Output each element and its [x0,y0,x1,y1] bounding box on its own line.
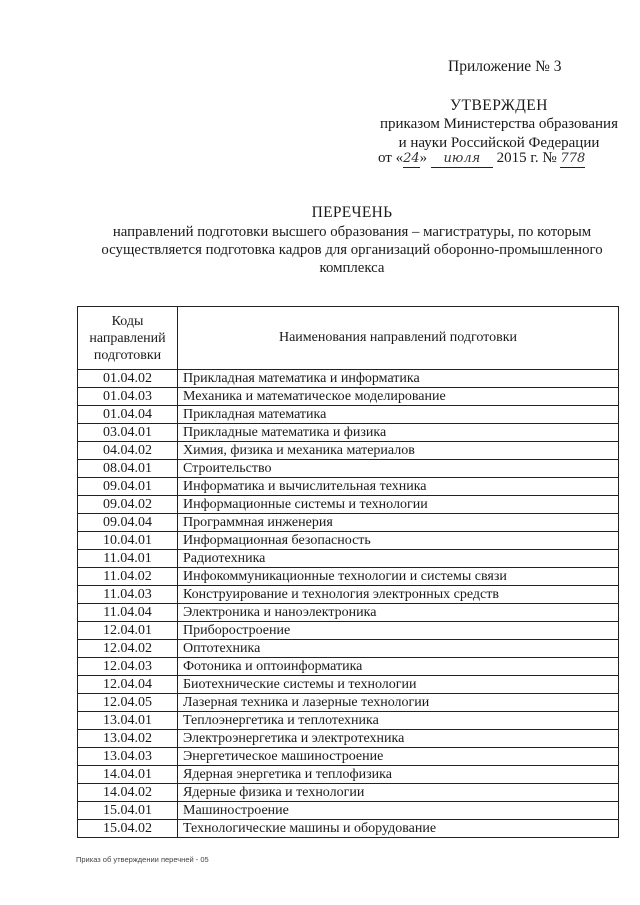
table-row [78,784,619,802]
table-row [78,730,619,748]
table-row [78,478,619,496]
table-row [78,424,619,442]
order-number [560,150,585,168]
direction-name: Биотехнические системы и технологии [178,676,619,694]
direction-name: Строительство [178,460,619,478]
title-line-1: направлений подготовки высшего образования – магистратуры, по которым [112,224,592,240]
directions-table [77,306,619,838]
table-row [78,514,619,532]
direction-name: Инфокоммуникационные технологии и системы связи [178,568,619,586]
direction-code: 01.04.03 [78,388,178,406]
table-row [78,604,619,622]
table-row [78,496,619,514]
column-header-codes-line-3: подготовки [93,347,162,363]
direction-name: Прикладная математика [178,406,619,424]
column-header-codes-line-1: Коды [111,313,144,329]
direction-code: 12.04.04 [78,676,178,694]
direction-code: 15.04.01 [78,802,178,820]
direction-name: Механика и математическое моделирование [178,388,619,406]
title-line-2: осуществляется подготовка кадров для организаций оборонно-промышленного [101,242,603,258]
direction-code: 13.04.03 [78,748,178,766]
direction-name: Ядерные физика и технологии [178,784,619,802]
table-row [78,766,619,784]
column-header-names: Наименования направлений подготовки [178,307,619,370]
table-row [78,442,619,460]
direction-name: Оптотехника [178,640,619,658]
table-row [78,676,619,694]
table-row [78,568,619,586]
approval-block [366,96,632,153]
document-title [92,204,612,277]
direction-code: 12.04.01 [78,622,178,640]
table-row [78,370,619,388]
direction-code: 14.04.02 [78,784,178,802]
direction-name: Лазерная техника и лазерные технологии [178,694,619,712]
direction-code: 03.04.01 [78,424,178,442]
direction-name: Конструирование и технология электронных средств [178,586,619,604]
direction-code: 01.04.02 [78,370,178,388]
direction-code: 11.04.04 [78,604,178,622]
direction-code: 12.04.02 [78,640,178,658]
direction-code: 01.04.04 [78,406,178,424]
table-row [78,712,619,730]
direction-name: Ядерная энергетика и теплофизика [178,766,619,784]
order-month-handwritten: июля [443,151,481,166]
approved-by-line-1: приказом Министерства образования [380,116,618,132]
table-row [78,532,619,550]
direction-name: Фотоника и оптоинформатика [178,658,619,676]
order-date-line [378,150,585,168]
table-row [78,658,619,676]
direction-code: 15.04.02 [78,820,178,838]
order-number-handwritten: 778 [560,151,586,166]
direction-code: 04.04.02 [78,442,178,460]
direction-name: Теплоэнергетика и теплотехника [178,712,619,730]
order-year: 2015 г. № [496,150,557,166]
direction-code: 08.04.01 [78,460,178,478]
direction-name: Информационная безопасность [178,532,619,550]
direction-code: 09.04.04 [78,514,178,532]
column-header-codes-line-2: направлений [89,330,166,346]
direction-code: 09.04.02 [78,496,178,514]
direction-code: 12.04.05 [78,694,178,712]
table-row [78,622,619,640]
table-row [78,802,619,820]
table-row [78,388,619,406]
direction-name: Прикладная математика и информатика [178,370,619,388]
order-prefix: от « [378,150,404,166]
direction-name: Технологические машины и оборудование [178,820,619,838]
direction-code: 13.04.02 [78,730,178,748]
table-row [78,460,619,478]
table-row [78,586,619,604]
order-month [431,150,493,168]
direction-code: 11.04.03 [78,586,178,604]
direction-code: 10.04.01 [78,532,178,550]
table-row [78,406,619,424]
order-day-handwritten: 24 [403,151,420,166]
direction-code: 09.04.01 [78,478,178,496]
footer-note: Приказ об утверждении перечней - 05 [76,855,209,864]
approved-heading: УТВЕРЖДЕН [450,97,548,114]
direction-name: Радиотехника [178,550,619,568]
title-line-3: комплекса [319,260,385,276]
table-row [78,748,619,766]
direction-name: Энергетическое машиностроение [178,748,619,766]
table-row [78,694,619,712]
direction-name: Машиностроение [178,802,619,820]
direction-name: Электроника и наноэлектроника [178,604,619,622]
direction-name: Информационные системы и технологии [178,496,619,514]
column-header-codes [78,307,178,370]
table-body [78,370,619,838]
direction-code: 13.04.01 [78,712,178,730]
direction-code: 14.04.01 [78,766,178,784]
direction-code: 11.04.02 [78,568,178,586]
table-row [78,640,619,658]
table-row [78,550,619,568]
table-header-row [78,307,619,370]
direction-name: Химия, физика и механика материалов [178,442,619,460]
approved-by-line-2: и науки Российской Федерации [398,135,600,151]
direction-name: Прикладные математика и физика [178,424,619,442]
direction-code: 12.04.03 [78,658,178,676]
direction-name: Электроэнергетика и электротехника [178,730,619,748]
direction-code: 11.04.01 [78,550,178,568]
order-quote-close: » [419,150,428,166]
table-row [78,820,619,838]
order-day [403,150,420,168]
appendix-label: Приложение № 3 [448,58,562,75]
direction-name: Информатика и вычислительная техника [178,478,619,496]
direction-name: Программная инженерия [178,514,619,532]
direction-name: Приборостроение [178,622,619,640]
list-heading: ПЕРЕЧЕНЬ [311,204,393,221]
